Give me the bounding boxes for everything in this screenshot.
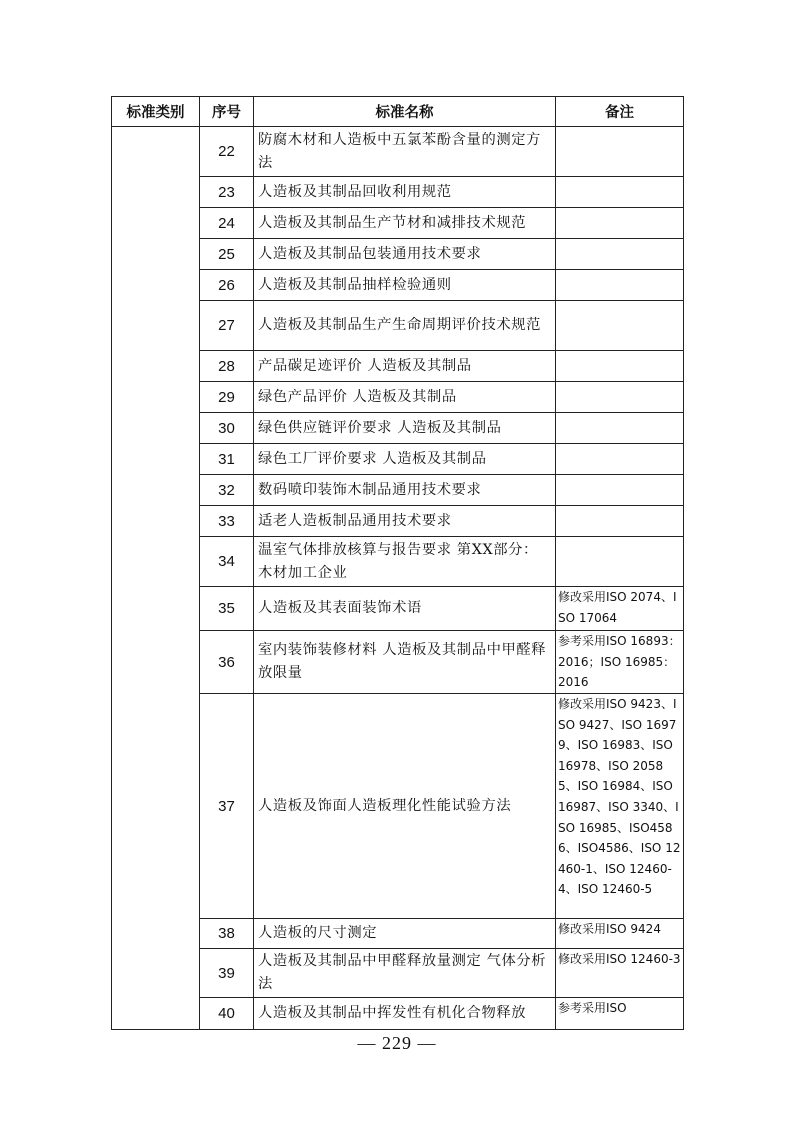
- remark-cell: [556, 506, 684, 537]
- header-seq: 序号: [200, 97, 254, 127]
- standard-name-cell: 人造板及其制品抽样检验通则: [254, 270, 556, 301]
- standard-name-cell: 数码喷印装饰木制品通用技术要求: [254, 475, 556, 506]
- standard-name-cell: 室内装饰装修材料 人造板及其制品中甲醛释放限量: [254, 631, 556, 694]
- standard-name-cell: 人造板及其制品生产节材和减排技术规范: [254, 208, 556, 239]
- seq-cell: 36: [200, 631, 254, 694]
- seq-cell: 25: [200, 239, 254, 270]
- remark-cell: [556, 475, 684, 506]
- standard-name-cell: 绿色产品评价 人造板及其制品: [254, 382, 556, 413]
- standard-name-cell: 人造板及饰面人造板理化性能试验方法: [254, 694, 556, 919]
- remark-cell: 修改采用ISO 9423、ISO 9427、ISO 16979、ISO 16983、ISO 16978、ISO 20585、ISO 16984、ISO 16987、ISO 3340、ISO 16985、ISO4586、ISO4586、ISO 12460-1、ISO 12460-4、ISO 12460-5: [556, 694, 684, 919]
- seq-cell: 28: [200, 351, 254, 382]
- seq-cell: 29: [200, 382, 254, 413]
- remark-cell: 修改采用ISO 2074、ISO 17064: [556, 587, 684, 631]
- remark-cell: 参考采用ISO 16893：2016；ISO 16985：2016: [556, 631, 684, 694]
- seq-cell: 31: [200, 444, 254, 475]
- page-number: — 229 —: [357, 1033, 437, 1053]
- seq-cell: 23: [200, 177, 254, 208]
- seq-cell: 30: [200, 413, 254, 444]
- remark-cell: [556, 382, 684, 413]
- remark-cell: [556, 208, 684, 239]
- remark-cell: [556, 301, 684, 351]
- seq-cell: 32: [200, 475, 254, 506]
- category-cell: [112, 127, 200, 1030]
- remark-cell: [556, 127, 684, 177]
- seq-cell: 35: [200, 587, 254, 631]
- remark-cell: [556, 351, 684, 382]
- standard-name-cell: 绿色工厂评价要求 人造板及其制品: [254, 444, 556, 475]
- standards-table: [111, 96, 684, 1030]
- remark-cell: 参考采用ISO: [556, 998, 684, 1030]
- seq-cell: 37: [200, 694, 254, 919]
- seq-cell: 34: [200, 537, 254, 587]
- seq-cell: 26: [200, 270, 254, 301]
- standard-name-cell: 人造板及其制品中甲醛释放量测定 气体分析法: [254, 949, 556, 998]
- seq-cell: 33: [200, 506, 254, 537]
- standard-name-cell: 防腐木材和人造板中五氯苯酚含量的测定方法: [254, 127, 556, 177]
- standard-name-cell: 人造板及其制品中挥发性有机化合物释放: [254, 998, 556, 1030]
- standard-name-cell: 人造板及其制品包装通用技术要求: [254, 239, 556, 270]
- table-row: [112, 127, 684, 177]
- standard-name-cell: 人造板及其制品生产生命周期评价技术规范: [254, 301, 556, 351]
- remark-cell: [556, 537, 684, 587]
- remark-cell: [556, 270, 684, 301]
- standard-name-cell: 产品碳足迹评价 人造板及其制品: [254, 351, 556, 382]
- remark-cell: 修改采用ISO 12460-3: [556, 949, 684, 998]
- seq-cell: 40: [200, 998, 254, 1030]
- seq-cell: 22: [200, 127, 254, 177]
- remark-cell: [556, 177, 684, 208]
- standard-name-cell: 温室气体排放核算与报告要求 第XX部分：木材加工企业: [254, 537, 556, 587]
- seq-cell: 38: [200, 919, 254, 949]
- remark-cell: [556, 239, 684, 270]
- standard-name-cell: 人造板的尺寸测定: [254, 919, 556, 949]
- standard-name-cell: 适老人造板制品通用技术要求: [254, 506, 556, 537]
- remark-cell: [556, 413, 684, 444]
- header-remark: 备注: [556, 97, 684, 127]
- table-header-row: [112, 97, 684, 127]
- standard-name-cell: 人造板及其制品回收利用规范: [254, 177, 556, 208]
- seq-cell: 27: [200, 301, 254, 351]
- standard-name-cell: 绿色供应链评价要求 人造板及其制品: [254, 413, 556, 444]
- seq-cell: 39: [200, 949, 254, 998]
- header-category: 标准类别: [112, 97, 200, 127]
- header-name: 标准名称: [254, 97, 556, 127]
- seq-cell: 24: [200, 208, 254, 239]
- standard-name-cell: 人造板及其表面装饰术语: [254, 587, 556, 631]
- remark-cell: 修改采用ISO 9424: [556, 919, 684, 949]
- remark-cell: [556, 444, 684, 475]
